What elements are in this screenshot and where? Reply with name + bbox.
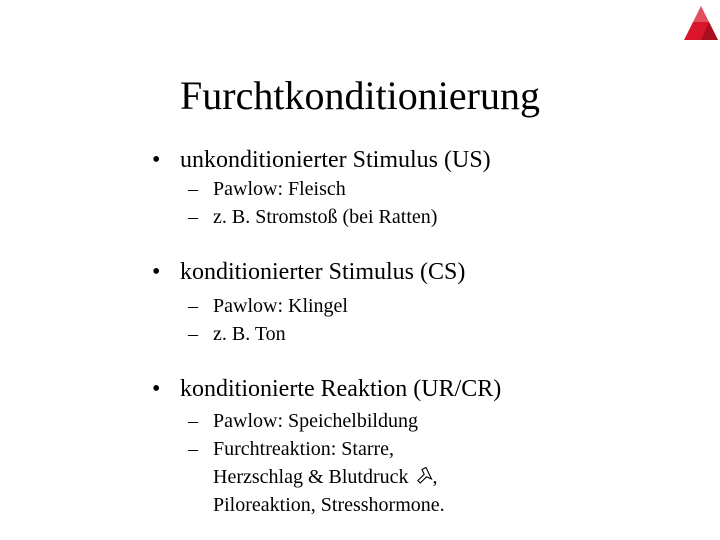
sub-bullet — [188, 177, 346, 201]
dash-glyph: – — [188, 323, 198, 345]
bullet-text: unkonditionierter Stimulus (US) — [180, 147, 491, 173]
sub-bullet-continuation — [213, 493, 445, 517]
bullet-glyph: • — [152, 259, 161, 285]
dash-glyph: – — [188, 438, 198, 460]
red-triangle-logo-icon — [683, 4, 719, 42]
sub-bullet-text: Furchtreaktion: Starre, — [213, 438, 395, 460]
sub-bullet — [188, 322, 286, 346]
sub-bullet-text: z. B. Stromstoß (bei Ratten) — [213, 206, 438, 228]
bullet-conditioned-stimulus — [152, 258, 465, 286]
continuation-suffix: , — [432, 466, 438, 488]
sub-bullet-continuation — [213, 465, 438, 489]
bullet-glyph: • — [152, 376, 161, 402]
sub-bullet-text: Pawlow: Klingel — [213, 295, 348, 317]
bullet-conditioned-response — [152, 375, 501, 403]
bullet-glyph: • — [152, 147, 161, 173]
slide-title: Furchtkonditionierung — [180, 73, 540, 118]
continuation-text: Piloreaktion, Stresshormone. — [213, 494, 445, 516]
up-arrow-icon — [415, 466, 433, 484]
bullet-text: konditionierter Stimulus (CS) — [180, 259, 466, 285]
sub-bullet — [188, 205, 437, 229]
continuation-text: Herzschlag & Blutdruck — [213, 466, 409, 488]
dash-glyph: – — [188, 178, 198, 200]
sub-bullet-text: z. B. Ton — [213, 323, 286, 345]
bullet-text: konditionierte Reaktion (UR/CR) — [180, 376, 502, 402]
sub-bullet-text: Pawlow: Fleisch — [213, 178, 346, 200]
sub-bullet — [188, 409, 418, 433]
dash-glyph: – — [188, 206, 198, 228]
sub-bullet-text: Pawlow: Speichelbildung — [213, 410, 418, 432]
dash-glyph: – — [188, 295, 198, 317]
sub-bullet — [188, 437, 394, 461]
dash-glyph: – — [188, 410, 198, 432]
bullet-unconditioned-stimulus — [152, 146, 491, 174]
sub-bullet — [188, 294, 348, 318]
